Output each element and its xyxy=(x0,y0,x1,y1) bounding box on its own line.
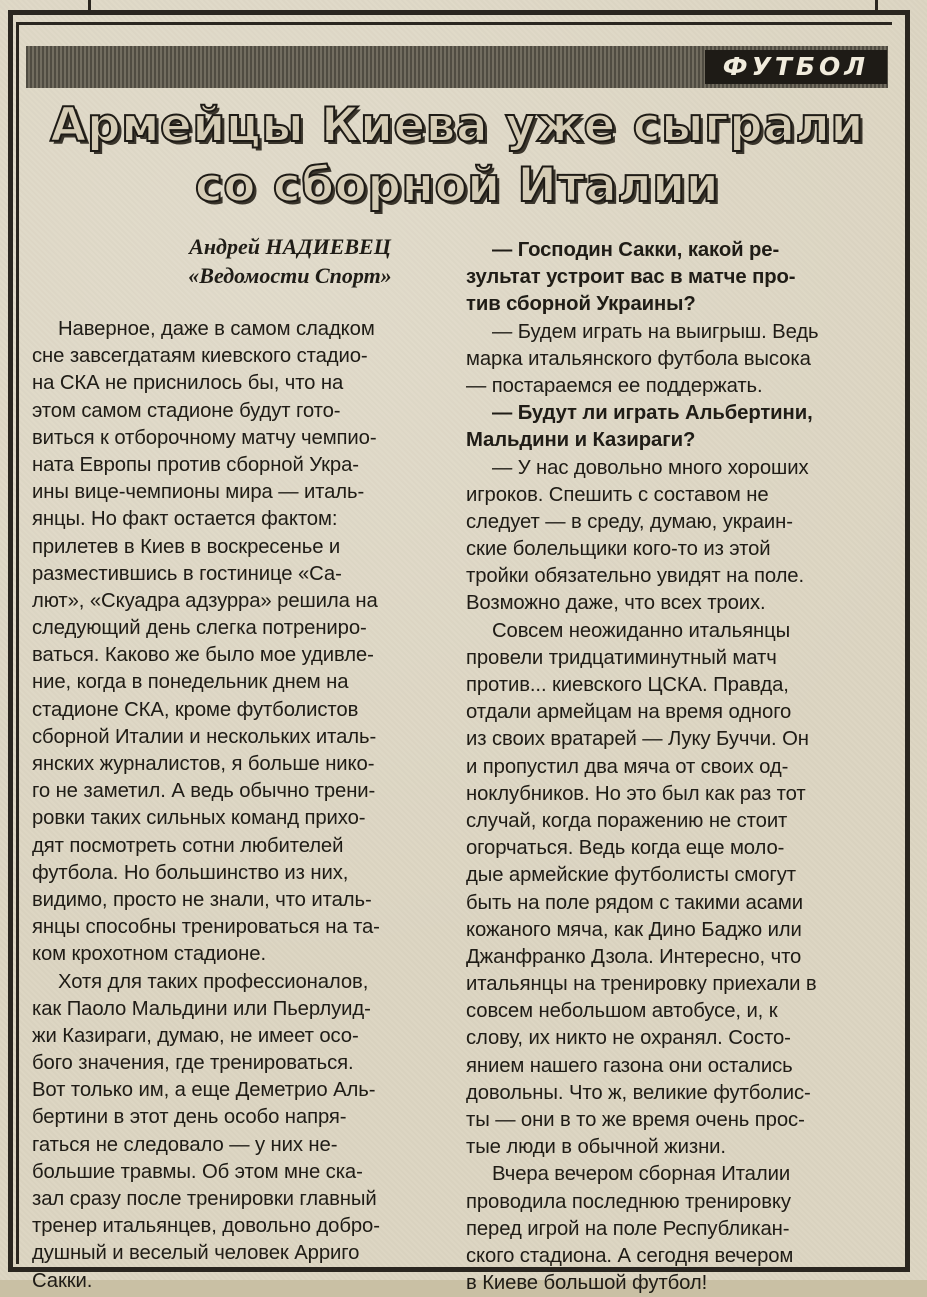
text-line: видимо, просто не знали, что италь- xyxy=(32,888,372,911)
text-line: как Паоло Мальдини или Пьерлуид- xyxy=(32,997,371,1020)
text-line: сне завсегдатаям киевского стадио- xyxy=(32,345,368,368)
text-line: — Господин Сакки, какой ре- xyxy=(492,239,780,261)
text-line: — У нас довольно много хороших xyxy=(492,456,809,479)
text-line: стадионе СКА, кроме футболистов xyxy=(32,698,359,721)
text-line: ровки таких сильных команд прихо- xyxy=(32,807,366,830)
text-line: Вот только им, а еще Деметрио Аль- xyxy=(32,1079,376,1102)
text-line: случай, когда поражению не стоит xyxy=(466,809,788,832)
text-line: отдали армейцам на время одного xyxy=(466,701,792,724)
text-line: перед игрой на поле Республикан- xyxy=(466,1217,790,1240)
text-line: ком крохотном стадионе. xyxy=(32,943,266,966)
text-line: Мальдини и Казираги? xyxy=(466,429,696,452)
text-line: Сакки. xyxy=(32,1269,93,1292)
rubric-label: ФУТБОЛ xyxy=(705,50,887,84)
text-line: виться к отборочному матчу чемпио- xyxy=(32,426,377,449)
text-line: тые люди в обычной жизни. xyxy=(466,1136,726,1159)
headline xyxy=(26,96,888,216)
text-line: Возможно даже, что всех троих. xyxy=(466,592,766,615)
clipping-top-edge xyxy=(88,0,878,10)
text-line: бертини в этот день особо напря- xyxy=(32,1106,347,1129)
text-line: дые армейские футболисты смогут xyxy=(466,864,796,887)
text-line: и пропустил два мяча от своих од- xyxy=(466,755,789,778)
text-line: огорчаться. Ведь когда еще моло- xyxy=(466,837,785,860)
text-line: на СКА не приснилось бы, что на xyxy=(32,372,344,395)
text-line: марка итальянского футбола высока xyxy=(466,347,811,370)
text-line: совсем небольшом автобусе, и, к xyxy=(466,1000,778,1023)
text-line: дят посмотреть сотни любителей xyxy=(32,834,344,857)
text-line: тив сборной Украины? xyxy=(466,293,696,316)
text-line: — Будем играть на выигрыш. Ведь xyxy=(492,320,819,343)
text-line: янием нашего газона они остались xyxy=(466,1054,793,1077)
text-line: довольны. Что ж, великие футболис- xyxy=(466,1081,811,1104)
headline-line-1: Армейцы Киева уже сыграли xyxy=(50,98,864,153)
text-line: ваться. Каково же было мое удивле- xyxy=(32,644,374,667)
text-line: зал сразу после тренировки главный xyxy=(32,1188,377,1210)
text-line: ние, когда в понедельник днем на xyxy=(32,671,349,694)
text-line: янских журналистов, я больше нико- xyxy=(32,753,375,775)
text-line: футбола. Но большинство из них, xyxy=(32,861,349,884)
text-line: зультат устроит вас в матче про- xyxy=(466,266,796,289)
headline-line-2: со сборной Италии xyxy=(194,158,720,213)
text-line: проводила последнюю тренировку xyxy=(466,1190,791,1213)
text-line: ната Европы против сборной Укра- xyxy=(32,453,359,476)
text-line: бого значения, где тренироваться. xyxy=(32,1052,354,1075)
text-line: из своих вратарей — Луку Буччи. Он xyxy=(466,728,809,751)
text-line: прилетев в Киев в воскресенье и xyxy=(32,535,341,558)
text-line: следует — в среду, думаю, украин- xyxy=(466,510,793,533)
text-line: быть на поле рядом с такими асами xyxy=(466,891,803,914)
text-line: этом самом стадионе будут гото- xyxy=(32,399,341,422)
text-line: итальянцы на тренировку приехали в xyxy=(466,973,817,996)
text-line: сборной Италии и нескольких италь- xyxy=(32,725,377,748)
text-line: разместившись в гостинице «Са- xyxy=(32,562,342,585)
text-line: — постараемся ее поддержать. xyxy=(466,374,763,397)
text-line: кожаного мяча, как Дино Баджо или xyxy=(466,918,802,941)
text-line: — Будут ли играть Альбертини, xyxy=(492,402,813,425)
text-line: ские болельщики кого-то из этой xyxy=(466,538,771,561)
byline-outlet: «Ведомости Спорт» xyxy=(188,263,392,288)
text-line: большие травмы. Об этом мне ска- xyxy=(32,1160,363,1183)
article-column-right xyxy=(466,237,886,1297)
article-column-left xyxy=(32,316,442,1295)
text-line: Вчера вечером сборная Италии xyxy=(492,1163,791,1186)
byline xyxy=(140,232,440,290)
text-line: ины вице-чемпионы мира — италь- xyxy=(32,481,365,504)
text-line: Совсем неожиданно итальянцы xyxy=(492,619,791,642)
text-line: Наверное, даже в самом сладком xyxy=(58,318,375,340)
text-line: тренер итальянцев, довольно добро- xyxy=(32,1215,380,1238)
text-line: против... киевского ЦСКА. Правда, xyxy=(466,674,789,696)
text-line: жи Казираги, думаю, не имеет осо- xyxy=(32,1024,359,1047)
text-line: янцы. Но факт остается фактом: xyxy=(32,508,338,531)
text-line: гаться не следовало — у них не- xyxy=(32,1133,338,1156)
text-line: янцы способны тренироваться на та- xyxy=(32,916,380,939)
byline-author: Андрей НАДИЕВЕЦ xyxy=(189,234,391,259)
text-line: провели тридцатиминутный матч xyxy=(466,646,777,669)
text-line: душный и веселый человек Арриго xyxy=(32,1242,360,1265)
text-line: следующий день слегка потрениро- xyxy=(32,617,367,640)
text-line: ты — они в то же время очень прос- xyxy=(466,1109,805,1131)
text-line: лют», «Скуадра адзурра» решила на xyxy=(32,589,378,612)
text-line: тройки обязательно увидят на поле. xyxy=(466,565,805,588)
text-line: го не заметил. А ведь обычно трени- xyxy=(32,780,376,803)
text-line: в Киеве большой футбол! xyxy=(466,1272,708,1295)
text-line: Хотя для таких профессионалов, xyxy=(58,970,369,993)
text-line: слову, их никто не охранял. Состо- xyxy=(466,1027,791,1050)
text-line: ского стадиона. А сегодня вечером xyxy=(466,1244,794,1267)
text-line: игроков. Спешить с составом не xyxy=(466,483,769,506)
text-line: ноклубников. Но это был как раз тот xyxy=(466,782,806,805)
text-line: Джанфранко Дзола. Интересно, что xyxy=(466,945,802,968)
